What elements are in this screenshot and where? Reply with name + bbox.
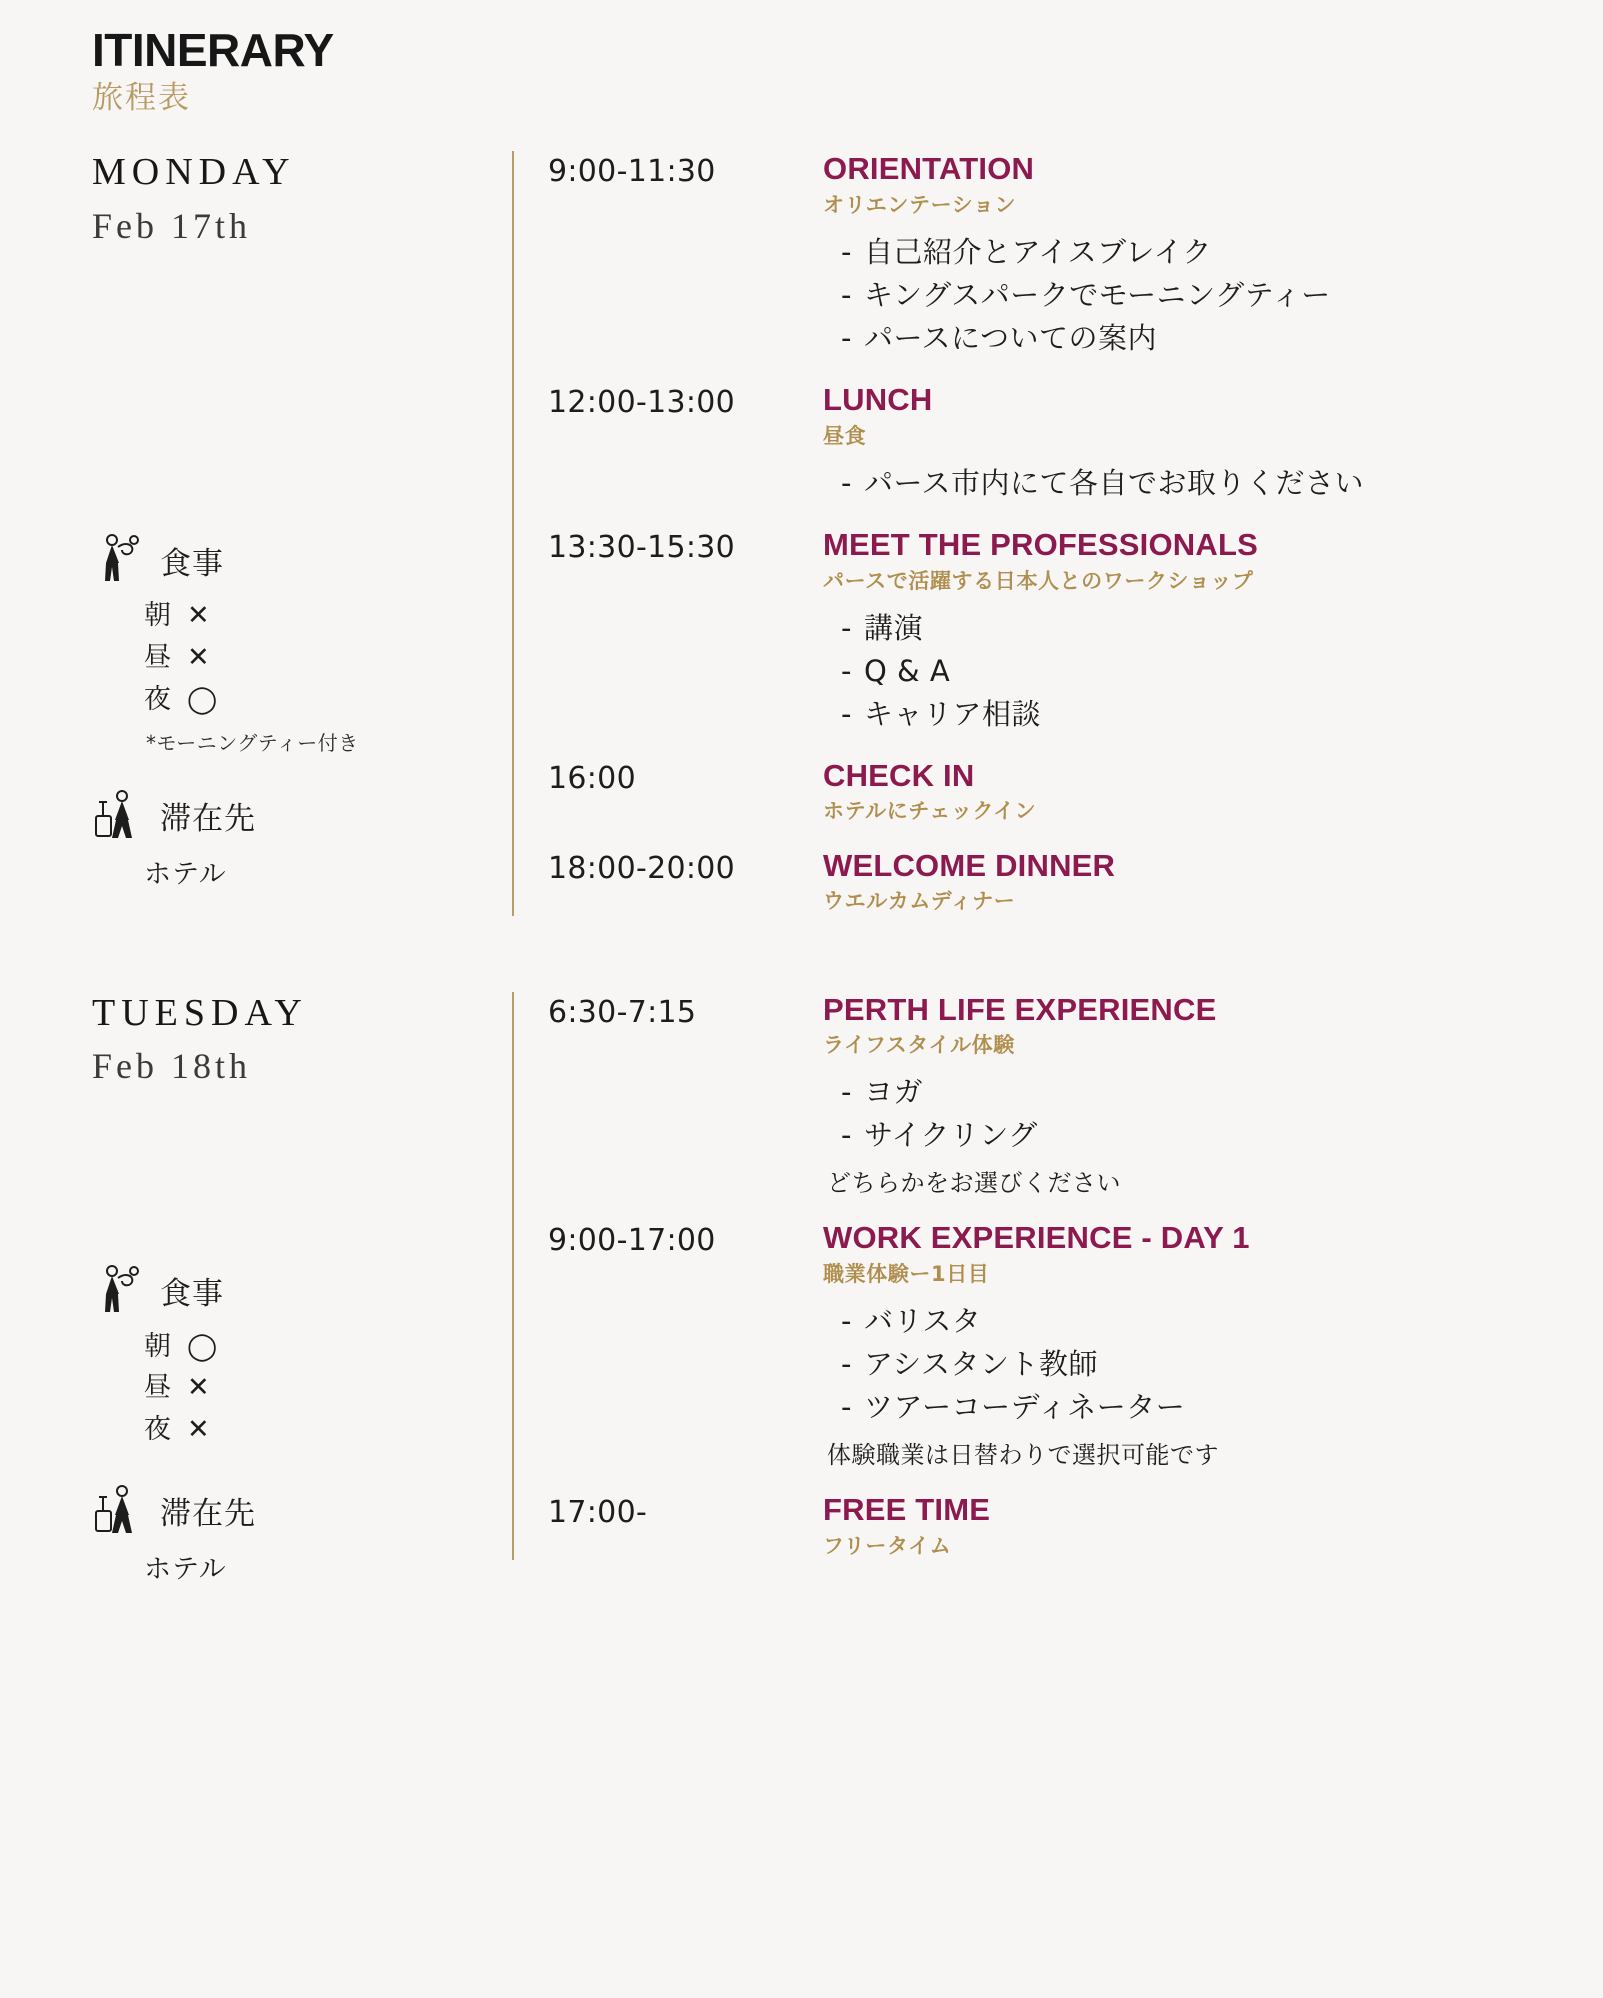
- event-body: [823, 1220, 1543, 1470]
- bullet-text: パース市内にて各自でお取りください: [863, 466, 1365, 501]
- event-subtitle: 職業体験ー1日目: [823, 1261, 990, 1286]
- bullet-text: キャリア相談: [863, 696, 1041, 731]
- bullet-text: バリスタ: [863, 1304, 982, 1339]
- bullet-text: 自己紹介とアイスブレイク: [863, 235, 1212, 270]
- page-header: [92, 26, 1543, 117]
- day-timeline: [512, 151, 1543, 915]
- day-meta-group: [92, 531, 512, 891]
- day-meta-group: [92, 1262, 512, 1587]
- event-subtitle: オリエンテーション: [823, 193, 1017, 218]
- event-subtitle: 昼食: [823, 423, 867, 448]
- event-title: FREE TIME: [823, 1491, 991, 1527]
- day-name: TUESDAY: [92, 991, 308, 1034]
- meal-label: 夜: [144, 684, 171, 716]
- stay-label: 滞在先: [160, 1495, 256, 1532]
- event-body: [823, 758, 1543, 826]
- event-note: 体験職業は日替わりで選択可能です: [827, 1440, 1219, 1469]
- stay-value: ホテル: [144, 859, 227, 891]
- bullet-item: [841, 1071, 1543, 1114]
- event-time: 16:00: [548, 760, 636, 796]
- event-title: PERTH LIFE EXPERIENCE: [823, 991, 1217, 1027]
- meal-row: [144, 1409, 512, 1451]
- stay-value: ホテル: [144, 1554, 227, 1586]
- person-with-drink-icon: [92, 531, 146, 589]
- bullet-dash: -: [841, 1118, 852, 1153]
- meal-mark: ✕: [187, 1414, 210, 1446]
- event-note: どちらかをお選びください: [827, 1169, 1121, 1198]
- event-bullets: [841, 1071, 1543, 1157]
- event-time: 6:30-7:15: [548, 994, 697, 1030]
- bullet-item: [841, 462, 1543, 505]
- stay-header: [92, 1481, 512, 1539]
- bullet-dash: -: [841, 696, 852, 731]
- event-time: 9:00-11:30: [548, 154, 716, 190]
- person-with-luggage-icon: [92, 1481, 146, 1539]
- bullet-item: [841, 607, 1543, 650]
- event-body: [823, 848, 1543, 916]
- person-with-drink-icon: [92, 1262, 146, 1320]
- bullet-text: Q & A: [863, 653, 951, 688]
- person-with-luggage-icon: [92, 786, 146, 844]
- meal-row: [144, 595, 512, 637]
- meals-label: 食事: [160, 545, 224, 582]
- meal-row: [144, 679, 512, 721]
- meal-label: 朝: [144, 1330, 171, 1362]
- bullet-text: キングスパークでモーニングティー: [863, 278, 1331, 313]
- event-bullets: [841, 607, 1543, 736]
- day-name: MONDAY: [92, 151, 296, 194]
- meal-mark: ✕: [187, 600, 210, 632]
- meals-note: *モーニングティー付き: [146, 731, 359, 756]
- day-date: Feb 18th: [92, 1046, 252, 1087]
- event-subtitle: ホテルにチェックイン: [823, 799, 1037, 824]
- event-title: WELCOME DINNER: [823, 847, 1116, 883]
- event-body: [823, 992, 1543, 1199]
- page-title: ITINERARY: [92, 24, 334, 76]
- meal-mark: ◯: [187, 684, 218, 716]
- event-bullets: [841, 231, 1543, 360]
- event-item: [548, 848, 1543, 916]
- event-body: [823, 151, 1543, 360]
- bullet-dash: -: [841, 278, 852, 313]
- meals-list: [144, 1326, 512, 1452]
- bullet-text: 講演: [863, 610, 923, 645]
- event-item: [548, 758, 1543, 826]
- event-item: [548, 992, 1543, 1199]
- stay-block: [92, 786, 512, 891]
- event-time: 9:00-17:00: [548, 1223, 716, 1259]
- meals-header: [92, 531, 512, 589]
- bullet-dash: -: [841, 610, 852, 645]
- event-time: 17:00-: [548, 1494, 648, 1530]
- meal-label: 昼: [144, 642, 171, 674]
- event-bullets: [841, 462, 1543, 505]
- day-left-column: [92, 151, 512, 915]
- bullet-dash: -: [841, 1347, 852, 1382]
- page-title-japanese: 旅程表: [92, 80, 191, 117]
- event-time: 12:00-13:00: [548, 385, 736, 421]
- event-subtitle: ウエルカムディナー: [823, 889, 1016, 914]
- bullet-item: [841, 1300, 1543, 1343]
- bullet-text: アシスタント教師: [863, 1347, 1098, 1382]
- event-item: [548, 527, 1543, 736]
- bullet-dash: -: [841, 1390, 852, 1425]
- bullet-text: ツアーコーディネーター: [863, 1390, 1186, 1425]
- event-title: MEET THE PROFESSIONALS: [823, 526, 1258, 562]
- event-item: [548, 382, 1543, 505]
- meals-header: [92, 1262, 512, 1320]
- event-subtitle: ライフスタイル体験: [823, 1033, 1015, 1058]
- event-body: [823, 527, 1543, 736]
- event-title: CHECK IN: [823, 757, 975, 793]
- meal-label: 昼: [144, 1372, 171, 1404]
- bullet-item: [841, 1386, 1543, 1429]
- meal-label: 夜: [144, 1414, 171, 1446]
- meal-row: [144, 637, 512, 679]
- bullet-dash: -: [841, 235, 852, 270]
- bullet-dash: -: [841, 1304, 852, 1339]
- event-bullets: [841, 1300, 1543, 1429]
- meal-row: [144, 1367, 512, 1409]
- event-title: LUNCH: [823, 382, 933, 418]
- event-body: [823, 382, 1543, 505]
- meal-mark: ◯: [187, 1330, 218, 1362]
- meal-mark: ✕: [187, 1372, 210, 1404]
- bullet-item: [841, 274, 1543, 317]
- day-timeline: [512, 992, 1543, 1560]
- meals-list: [144, 595, 512, 721]
- day-left-column: [92, 991, 512, 1586]
- event-time: 18:00-20:00: [548, 850, 736, 886]
- bullet-item: [841, 1114, 1543, 1157]
- bullet-dash: -: [841, 1075, 852, 1110]
- day-section-tuesday: [92, 991, 1543, 1586]
- day-section-monday: [92, 151, 1543, 915]
- meal-label: 朝: [144, 600, 171, 632]
- event-subtitle: フリータイム: [823, 1533, 952, 1558]
- event-subtitle: パースで活躍する日本人とのワークショップ: [823, 568, 1254, 593]
- bullet-dash: -: [841, 321, 852, 356]
- day-date: Feb 17th: [92, 206, 252, 247]
- event-title: ORIENTATION: [823, 151, 1035, 187]
- event-title: WORK EXPERIENCE - DAY 1: [823, 1220, 1250, 1256]
- stay-header: [92, 786, 512, 844]
- meal-row: [144, 1326, 512, 1368]
- bullet-dash: -: [841, 653, 852, 688]
- event-body: [823, 1492, 1543, 1560]
- event-time: 13:30-15:30: [548, 529, 736, 565]
- bullet-item: [841, 231, 1543, 274]
- event-item: [548, 1220, 1543, 1470]
- stay-block: [92, 1481, 512, 1586]
- meals-label: 食事: [160, 1276, 224, 1313]
- event-item: [548, 151, 1543, 360]
- stay-label: 滞在先: [160, 800, 256, 837]
- bullet-text: ヨガ: [863, 1075, 923, 1110]
- bullet-item: [841, 693, 1543, 736]
- bullet-item: [841, 1343, 1543, 1386]
- bullet-item: [841, 317, 1543, 360]
- event-item: [548, 1492, 1543, 1560]
- bullet-text: パースについての案内: [863, 321, 1157, 356]
- bullet-item: [841, 650, 1543, 693]
- bullet-dash: -: [841, 466, 852, 501]
- meal-mark: ✕: [187, 642, 210, 674]
- bullet-text: サイクリング: [863, 1118, 1038, 1153]
